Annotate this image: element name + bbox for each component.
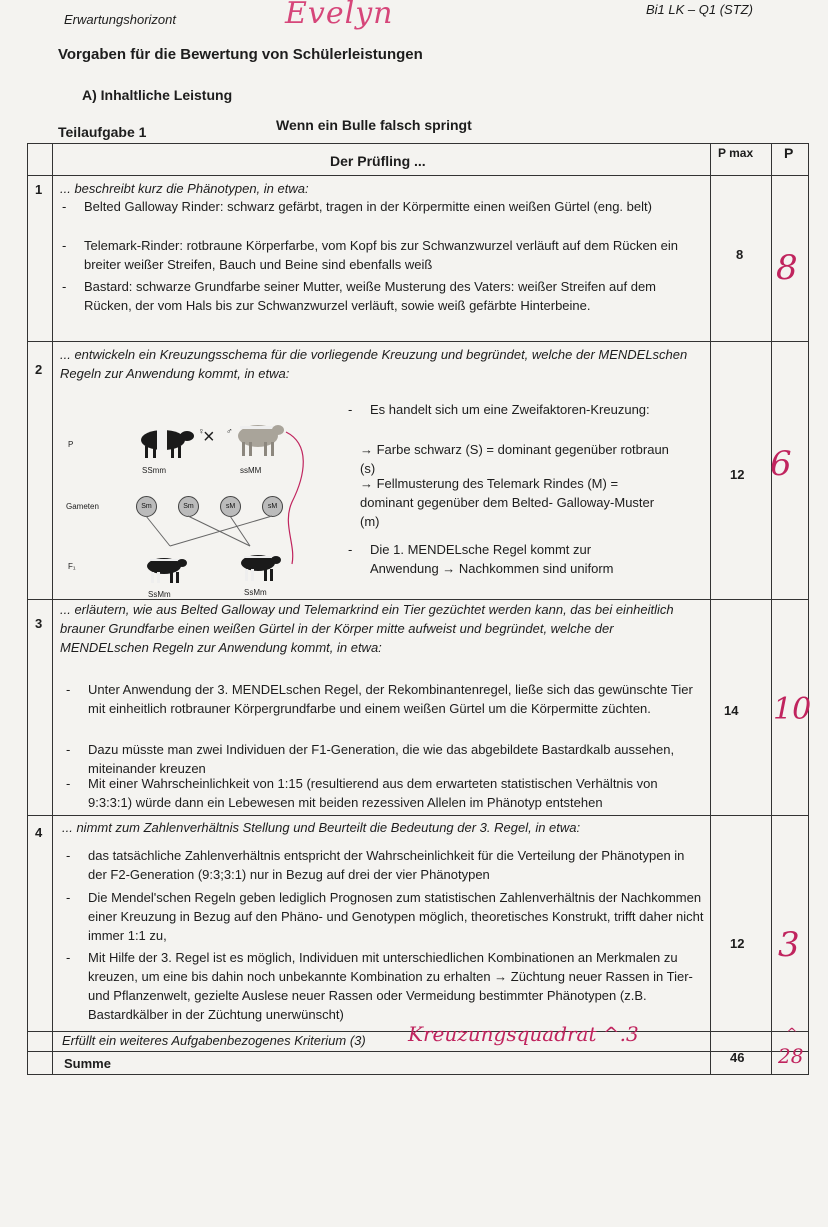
row-number: 1 bbox=[35, 182, 43, 197]
gameten-label: Gameten bbox=[66, 502, 99, 511]
f1-calf-icon bbox=[236, 550, 284, 582]
male-symbol: ♂ bbox=[226, 426, 233, 436]
row-pmax: 8 bbox=[736, 247, 744, 262]
row-bullet: - das tatsächliche Zahlenverhältnis entspricht der Wahrscheinlichkeit für die Verteilung der Phänotypen in der F2-Generation (9:3;3:1) nur in Bezug auf drei der vier Phänotypen bbox=[88, 846, 704, 884]
handwritten-student-name: Evelyn bbox=[285, 0, 394, 31]
gamete-circle: sM bbox=[220, 496, 241, 517]
row-bullet: - Mit Hilfe der 3. Regel ist es möglich, Individuen mit unterschiedlichen Kombinationen an Merkmalen zu kreuzen, um eine bis dahin noch unbekannte Kombination zu erhalten → Züchtung neuer Rassen in Tier- und Pflanzenwelt, gezielte Auslese neuer Rassen oder Vermeidung bestimmter Phänotypen (z.B. Bastardkälber in der Züchtung unerwünscht) bbox=[88, 948, 704, 1024]
gamete-circle: Sm bbox=[178, 496, 199, 517]
column-header-p: P bbox=[784, 145, 794, 161]
genetics-arrow-note: → Fellmusterung des Telemark Rindes (M) = dominant gegenüber dem Belted- Galloway-Muster (m) bbox=[360, 476, 655, 529]
row-bullet: - Bastard: schwarze Grundfarbe seiner Mutter, weiße Musterung des Vaters: weißer Streifen auf dem Rücken, der vom Hals bis zur Schwanzwurzel verläuft, sowie weiß gefärbte Hinterbeine. bbox=[84, 277, 706, 315]
column-header-criterion: Der Prüfling ... bbox=[330, 153, 426, 169]
sum-label: Summe bbox=[64, 1056, 111, 1071]
gamete-circle: Sm bbox=[136, 496, 157, 517]
extra-score-handwritten: ^ bbox=[786, 1026, 798, 1042]
row-criterion: ... nimmt zum Zahlenverhältnis Stellung und Beurteilt die Bedeutung der 3. Regel, in etwa: bbox=[62, 820, 581, 835]
row-score-handwritten: 8 bbox=[776, 248, 798, 288]
p-label: P bbox=[68, 440, 74, 449]
f1-label: F₁ bbox=[68, 562, 76, 571]
cross-diagram bbox=[60, 414, 350, 604]
row-bullet: - Die 1. MENDELsche Regel kommt zur Anwendung → Nachkommen sind uniform bbox=[370, 540, 640, 578]
cross-symbol: × bbox=[203, 426, 215, 448]
row-score-handwritten: 3 bbox=[778, 925, 800, 965]
row-bullet: - Unter Anwendung der 3. MENDELschen Regel, der Rekombinantenregel, ließe sich das gewünschte Tier mit einheitlich rotbrauner Körpergrundfarbe und einem weißen Gürtel um die Körpermitte züchten. bbox=[88, 680, 704, 718]
cross-lines bbox=[60, 414, 350, 604]
parent2-genotype: ssMM bbox=[240, 466, 262, 475]
section-title: A) Inhaltliche Leistung bbox=[82, 87, 233, 103]
row-pmax: 12 bbox=[730, 936, 745, 951]
female-symbol: ♀ bbox=[198, 426, 205, 436]
sum-score-handwritten: 28 bbox=[778, 1044, 804, 1068]
row-number: 3 bbox=[35, 616, 43, 631]
course-label: Bi1 LK – Q1 (STZ) bbox=[646, 2, 753, 17]
parent1-genotype: SSmm bbox=[142, 466, 166, 475]
task-title: Wenn ein Bulle falsch springt bbox=[276, 117, 472, 133]
row-pmax: 14 bbox=[724, 703, 739, 718]
row-criterion: ... entwickeln ein Kreuzungsschema für die vorliegende Kreuzung und begründet, welche der MENDELschen Regeln zur Anwendung kommt, in etwa: bbox=[60, 347, 688, 381]
row-criterion: ... erläutern, wie aus Belted Galloway und Telemarkrind ein Tier gezüchtet werden kann, das bei einheitlich brauner Grundfarbe einen weißen Gürtel in der Körper mitte aufweist und begründet, welche der MENDELschen Regeln zur Anwendung kommt, in etwa: bbox=[60, 602, 674, 655]
f1-genotype: SsMm bbox=[244, 588, 267, 597]
sum-pmax: 46 bbox=[730, 1050, 745, 1065]
main-title: Vorgaben für die Bewertung von Schülerleistungen bbox=[58, 46, 423, 63]
row-criterion: ... beschreibt kurz die Phänotypen, in etwa: bbox=[60, 181, 309, 196]
row-bullet: - Dazu müsste man zwei Individuen der F1-Generation, die wie das abgebildete Bastardkalb aussehen, miteinander kreuzen bbox=[88, 740, 704, 778]
row-number: 4 bbox=[35, 825, 43, 840]
task-label: Teilaufgabe 1 bbox=[58, 124, 147, 140]
column-header-pmax: P max bbox=[718, 146, 754, 160]
gamete-circle: sM bbox=[262, 496, 283, 517]
row-bullet: - Es handelt sich um eine Zweifaktoren-Kreuzung: bbox=[370, 400, 690, 419]
f1-calf-icon bbox=[142, 554, 190, 584]
row-bullet: - Die Mendel'schen Regeln geben lediglich Prognosen zum statistischen Zahlenverhältnis der Nachkommen einer Kreuzung in Bezug auf den Phäno- und Genotypen möglich, theoretisches Konstrukt, trifft daher nicht immer 1:1 zu, bbox=[88, 888, 704, 945]
row-bullet: - Mit einer Wahrscheinlichkeit von 1:15 (resultierend aus dem erwarteten statistischen Verhältnis von 9:3:3:1) würde dann ein Lebewesen mit beiden rezessiven Allelen im Phänotyp entstehen bbox=[88, 774, 704, 812]
row-bullet: - Belted Galloway Rinder: schwarz gefärbt, tragen in der Körpermitte einen weißen Gürtel (eng. belt) bbox=[84, 197, 706, 216]
row-score-handwritten: 10 bbox=[773, 692, 812, 727]
row-number: 2 bbox=[35, 362, 43, 377]
row-pmax: 12 bbox=[730, 467, 745, 482]
handwritten-extra-note: Kreuzungsquadrat ^.3 bbox=[408, 1022, 639, 1046]
genetics-arrow-note: → Farbe schwarz (S) = dominant gegenüber rotbraun (s) bbox=[360, 442, 669, 476]
row-score-handwritten: 6 bbox=[770, 444, 792, 484]
row-bullet: - Telemark-Rinder: rotbraune Körperfarbe, vom Kopf bis zur Schwanzwurzel verläuft auf dem Rücken ein breiter weißer Streifen, Bauch und Beine sind ebenfalls weiß bbox=[84, 236, 706, 274]
extra-criterion-label: Erfüllt ein weiteres Aufgabenbezogenes Kriterium (3) bbox=[62, 1033, 366, 1048]
f1-genotype: SsMm bbox=[148, 590, 171, 599]
document-type-label: Erwartungshorizont bbox=[64, 12, 176, 27]
